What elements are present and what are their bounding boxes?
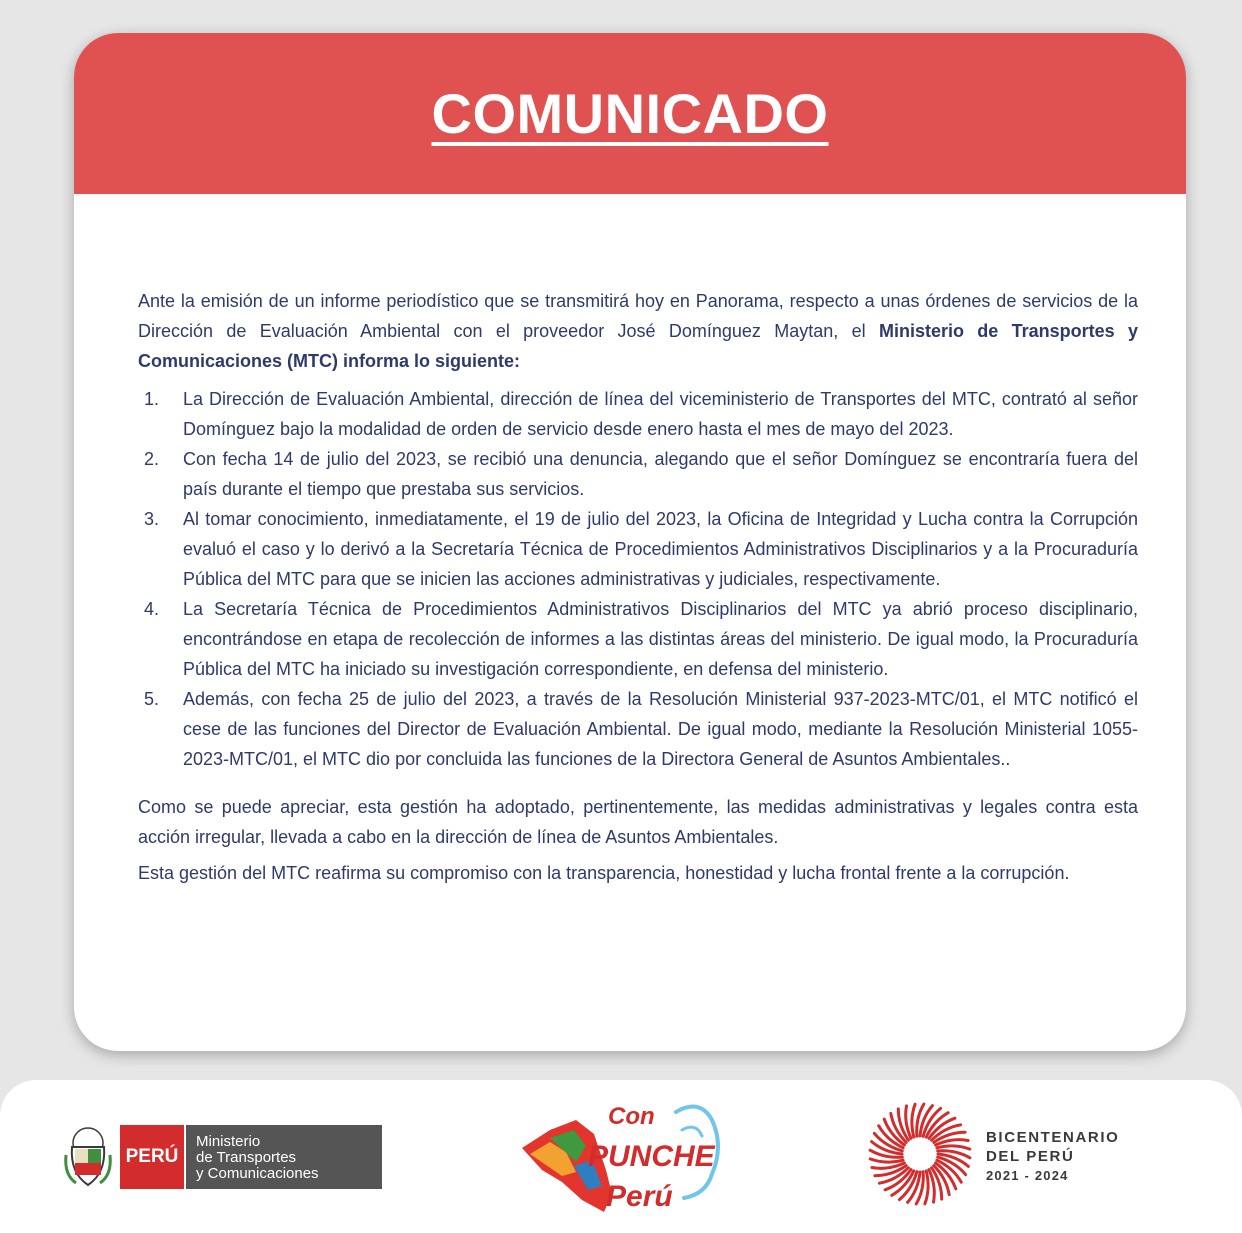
punche-peru-text: Perú [606, 1180, 673, 1213]
list-item-text: Al tomar conocimiento, inmediatamente, el 19 de julio del 2023, la Oficina de Integridad y Lucha contra la Corrupción evaluó el caso y lo derivó a la Secretaría Técnica de Procedimientos Administrativos Disciplinarios y a la Procuraduría Pública del MTC para que se inicien las acciones administrativas y judiciales, respectivamente. [183, 509, 1138, 589]
card-header [74, 33, 1186, 194]
punche-word-text: PUNCHE [588, 1140, 715, 1173]
list-item-text: Con fecha 14 de julio del 2023, se recibió una denuncia, alegando que el señor Domínguez se encontraría fuera del país durante el tiempo que prestaba sus servicios. [183, 449, 1138, 499]
list-item-number: 4. [144, 599, 160, 619]
peru-label: PERÚ [120, 1125, 184, 1189]
bicentenario-line-1: BICENTENARIO [986, 1129, 1120, 1146]
sunburst-ray [936, 1140, 969, 1145]
sunburst-ray [872, 1163, 905, 1168]
bicentenario-sunburst-icon [868, 1102, 972, 1206]
sunburst-ray [929, 1170, 934, 1203]
punche-con-text: Con [608, 1103, 655, 1130]
list-item [138, 504, 1138, 594]
points-list [138, 384, 1138, 774]
list-item [138, 684, 1138, 774]
communique-body [138, 286, 1138, 888]
list-item-text: La Dirección de Evaluación Ambiental, dirección de línea del viceministerio de Transportes del MTC, contrató al señor Domínguez bajo la modalidad de orden de servicio desde enero hasta el mes de mayo del 2023. [183, 389, 1138, 439]
bicentenario-logo [868, 1102, 1148, 1206]
closing-paragraph-2: Esta gestión del MTC reafirma su compromiso con la transparencia, honestidad y lucha frontal frente a la corrupción. [138, 863, 1070, 883]
sunburst-ray [912, 1104, 915, 1137]
ministry-line-2: de Transportes [196, 1149, 297, 1166]
ministry-line-3: y Comunicaciones [196, 1165, 319, 1182]
intro-text: Ante la emisión de un informe periodístico que se transmitirá hoy en Panorama, respecto a unas órdenes de servicios de la Dirección de Evaluación Ambiental con el proveedor José Domínguez Maytan, el [138, 291, 1138, 341]
list-item [138, 444, 1138, 504]
list-item-number: 3. [144, 509, 160, 529]
sunburst-ray [906, 1106, 911, 1139]
ministry-name [186, 1125, 382, 1189]
list-item-number: 5. [144, 689, 160, 709]
ministry-line-1: Ministerio [196, 1133, 261, 1150]
peru-coat-of-arms-icon [62, 1125, 114, 1189]
list-item-text: Además, con fecha 25 de julio del 2023, a través de la Resolución Ministerial 937-2023-MTC/01, el MTC notificó el cese de las funciones del Director de Evaluación Ambiental. De igual modo, mediante la Resolución Ministerial 1055-2023-MTC/01, el MTC dio por concluida las funciones de la Directora General de Asuntos Ambientales.. [183, 689, 1138, 769]
page-title: COMUNICADO [431, 82, 829, 145]
closing-paragraph-1: Como se puede apreciar, esta gestión ha adoptado, pertinentemente, las medidas administrativas y legales contra esta acción irregular, llevada a cabo en la dirección de línea de Asuntos Ambientales. [138, 797, 1138, 847]
list-item [138, 594, 1138, 684]
list-item-number: 1. [144, 389, 160, 409]
communique-card [74, 33, 1186, 1051]
sunburst-ray [870, 1159, 903, 1162]
list-item-text: La Secretaría Técnica de Procedimientos Administrativos Disciplinarios del MTC ya abrió proceso disciplinario, encontrándose en etapa de recolección de informes a las distintas áreas del ministerio. De igual modo, la Procuraduría Pública del MTC ha iniciado su investigación correspondiente, en defensa del ministerio. [183, 599, 1138, 679]
mtc-logo [62, 1125, 382, 1189]
sunburst-ray [925, 1171, 928, 1204]
intro-paragraph [138, 286, 1138, 376]
list-item-number: 2. [144, 449, 160, 469]
sunburst-ray [937, 1146, 970, 1149]
bicentenario-text [986, 1128, 1119, 1185]
bicentenario-line-2: DEL PERÚ [986, 1148, 1075, 1165]
con-punche-peru-logo [516, 1090, 726, 1225]
footer-logos [0, 1080, 1242, 1233]
intro-bold-text: Ministerio de Transportes y Comunicaciones (MTC) informa lo siguiente: [138, 321, 1138, 371]
bicentenario-years: 2021 - 2024 [986, 1168, 1069, 1183]
list-item [138, 384, 1138, 444]
